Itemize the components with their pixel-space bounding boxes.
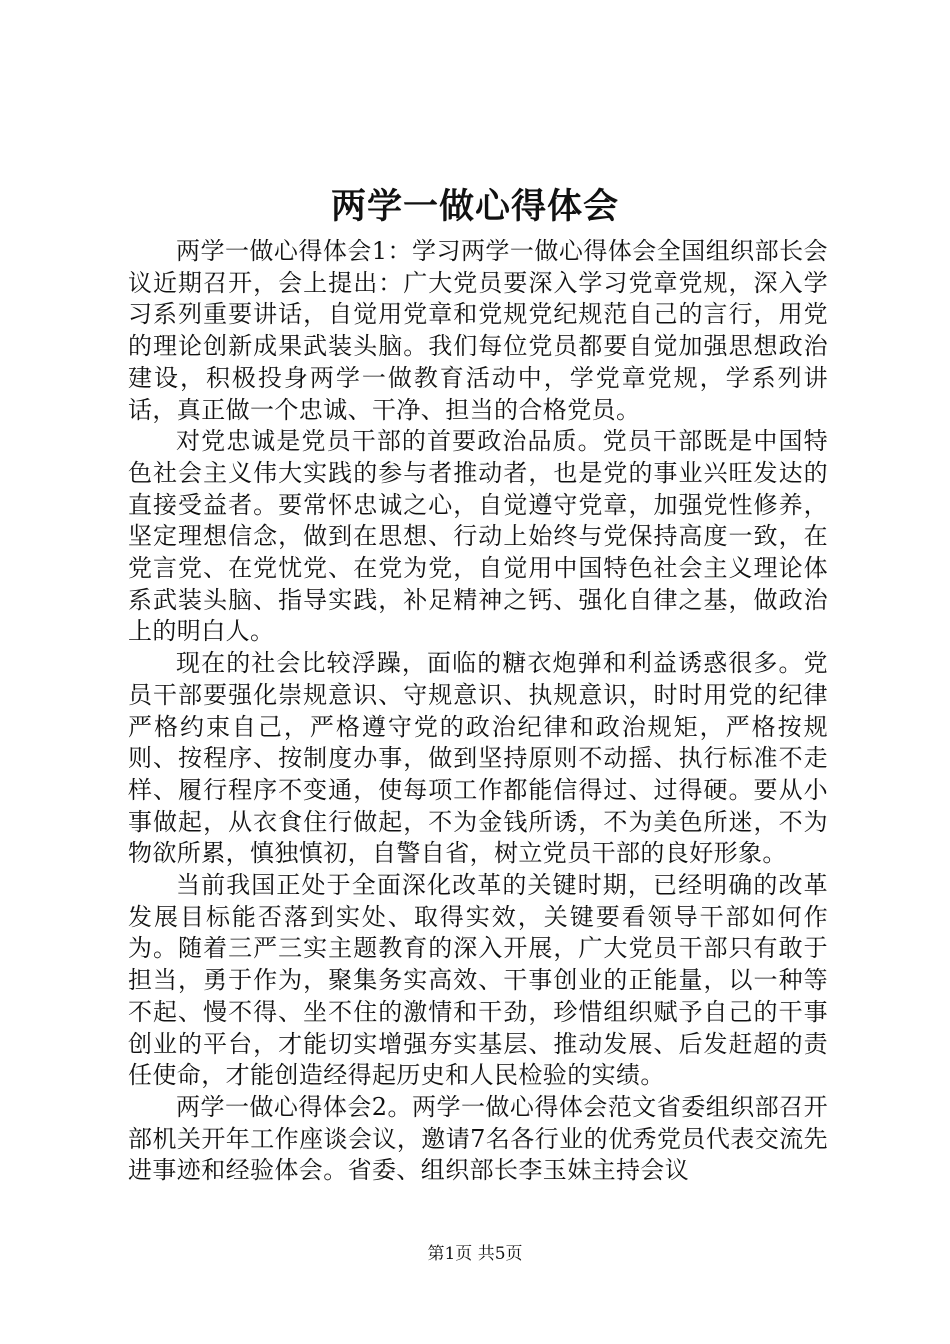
paragraph: 对党忠诚是党员干部的首要政治品质。党员干部既是中国特色社会主义伟大实践的参与者推动者，也是党的事业兴旺发达的直接受益者。要常怀忠诚之心，自觉遵守党章，加强党性修养，坚定理想信念，做到在思想、行动上始终与党保持高度一致，在党言党、在党忧党、在党为党，自觉用中国特色社会主义理论体系武装头脑、指导实践，补足精神之钙、强化自律之基，做政治上的明白人。 bbox=[128, 427, 828, 646]
paragraph: 当前我国正处于全面深化改革的关键时期，已经明确的改革发展目标能否落到实处、取得实效，关键要看领导干部如何作为。随着三严三实主题教育的深入开展，广大党员干部只有敢于担当，勇于作为，聚集务实高效、干事创业的正能量，以一种等不起、慢不得、坐不住的激情和干劲，珍惜组织赋予自己的干事创业的平台，才能切实增强夯实基层、推动发展、后发赶超的责任使命，才能创造经得起历史和人民检验的实绩。 bbox=[128, 871, 828, 1090]
document-body bbox=[128, 236, 828, 1187]
document-title: 两学一做心得体会 bbox=[330, 186, 619, 227]
paragraph: 两学一做心得体会2。两学一做心得体会范文省委组织部召开部机关开年工作座谈会议，邀请7名各行业的优秀党员代表交流先进事迹和经验体会。省委、组织部长李玉妹主持会议 bbox=[128, 1092, 828, 1185]
paragraph: 现在的社会比较浮躁，面临的糖衣炮弹和利益诱惑很多。党员干部要强化崇规意识、守规意识、执规意识，时时用党的纪律严格约束自己，严格遵守党的政治纪律和政治规矩，严格按规则、按程序、按制度办事，做到坚持原则不动摇、执行标准不走样、履行程序不变通，使每项工作都能信得过、过得硬。要从小事做起，从衣食住行做起，不为金钱所诱，不为美色所迷，不为物欲所累，慎独慎初，自警自省，树立党员干部的良好形象。 bbox=[128, 649, 828, 868]
paragraph: 两学一做心得体会1：学习两学一做心得体会全国组织部长会议近期召开，会上提出：广大党员要深入学习党章党规，深入学习系列重要讲话，自觉用党章和党规党纪规范自己的言行，用党的理论创新成果武装头脑。我们每位党员都要自觉加强思想政治建设，积极投身两学一做教育活动中，学党章党规，学系列讲话，真正做一个忠诚、干净、担当的合格党员。 bbox=[128, 237, 828, 424]
page-footer: 第1页 共5页 bbox=[427, 1244, 523, 1264]
